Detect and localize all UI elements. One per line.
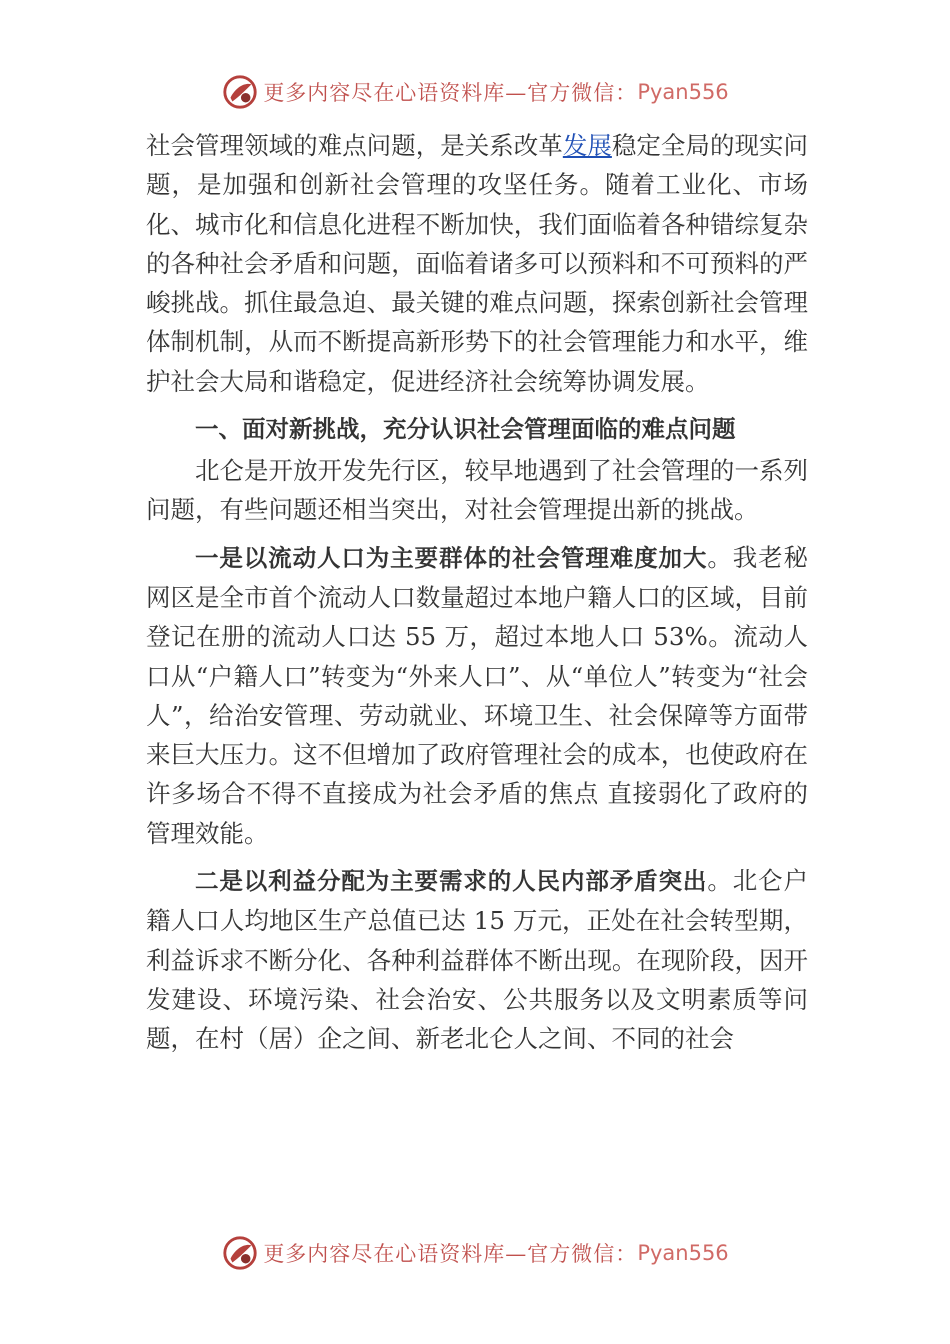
brand-logo-icon (221, 73, 259, 111)
development-link[interactable]: 发展 (562, 131, 612, 160)
banner-text: 更多内容尽在心语资料库—官方微信： (263, 1242, 638, 1266)
bold-lead: 一是以流动人口为主要群体的社会管理难度加大 (195, 543, 708, 572)
footer-banner (0, 1231, 950, 1275)
paragraph-text: 。我老秘网区是全市首个流动人口数量超过本地户籍人口的区域，目前登记在册的流动人口达 55 万，超过本地人口 53%。流动人口从“户籍人口”转变为“外来人口”、从“单位人”转变为“社会人”，给治安管理、劳动就业、环境卫生、社会保障等方面带来巨大压力。这不但增加了政府管理社会的成本，也使政府在许多场合不得不直接成为社会矛盾的焦点 直接弱化了政府的管理效能。 (146, 542, 808, 848)
paragraph-text: 社会管理领域的难点问题，是关系改革 (146, 131, 563, 160)
paragraph-interest-conflict (146, 861, 808, 1058)
paragraph-beilun: 北仑是开放开发先行区，较早地遇到了社会管理的一系列问题，有些问题还相当突出，对社会管理提出新的挑战。 (146, 456, 808, 525)
banner-wechat-id: Pyan556 (637, 80, 729, 104)
brand-logo-icon (221, 1234, 259, 1272)
paragraph-text: 。北仑户籍人口人均地区生产总值已达 15 万元，正处在社会转型期，利益诉求不断分化、各种利益群体不断出现。在现阶段，因开发建设、环境污染、社会治安、公共服务以及文明素质等问题，在村（居）企之间、新老北仑人之间、不同的社会 (146, 866, 808, 1054)
paragraph-text: 稳定全局的现实问题，是加强和创新社会管理的攻坚任务。随着工业化、市场化、城市化和信息化进程不断加快，我们面临着各种错综复杂的各种社会矛盾和问题，面临着诸多可以预料和不可预料的严峻挑战。抓住最急迫、最关键的难点问题，探索创新社会管理体制机制，从而不断提高新形势下的社会管理能力和水平，维护社会大局和谐稳定，促进经济社会统筹协调发展。 (146, 131, 809, 396)
document-body (146, 126, 808, 1059)
bold-lead: 二是以利益分配为主要需求的人民内部矛盾突出 (195, 867, 708, 896)
paragraph-floating-population (146, 538, 808, 853)
banner-text: 更多内容尽在心语资料库—官方微信： (263, 81, 638, 105)
header-banner (0, 70, 950, 114)
paragraph-intro (146, 126, 808, 401)
banner-wechat-id: Pyan556 (637, 1241, 729, 1265)
section-heading: 一、面对新挑战，充分认识社会管理面临的难点问题 (195, 415, 736, 444)
